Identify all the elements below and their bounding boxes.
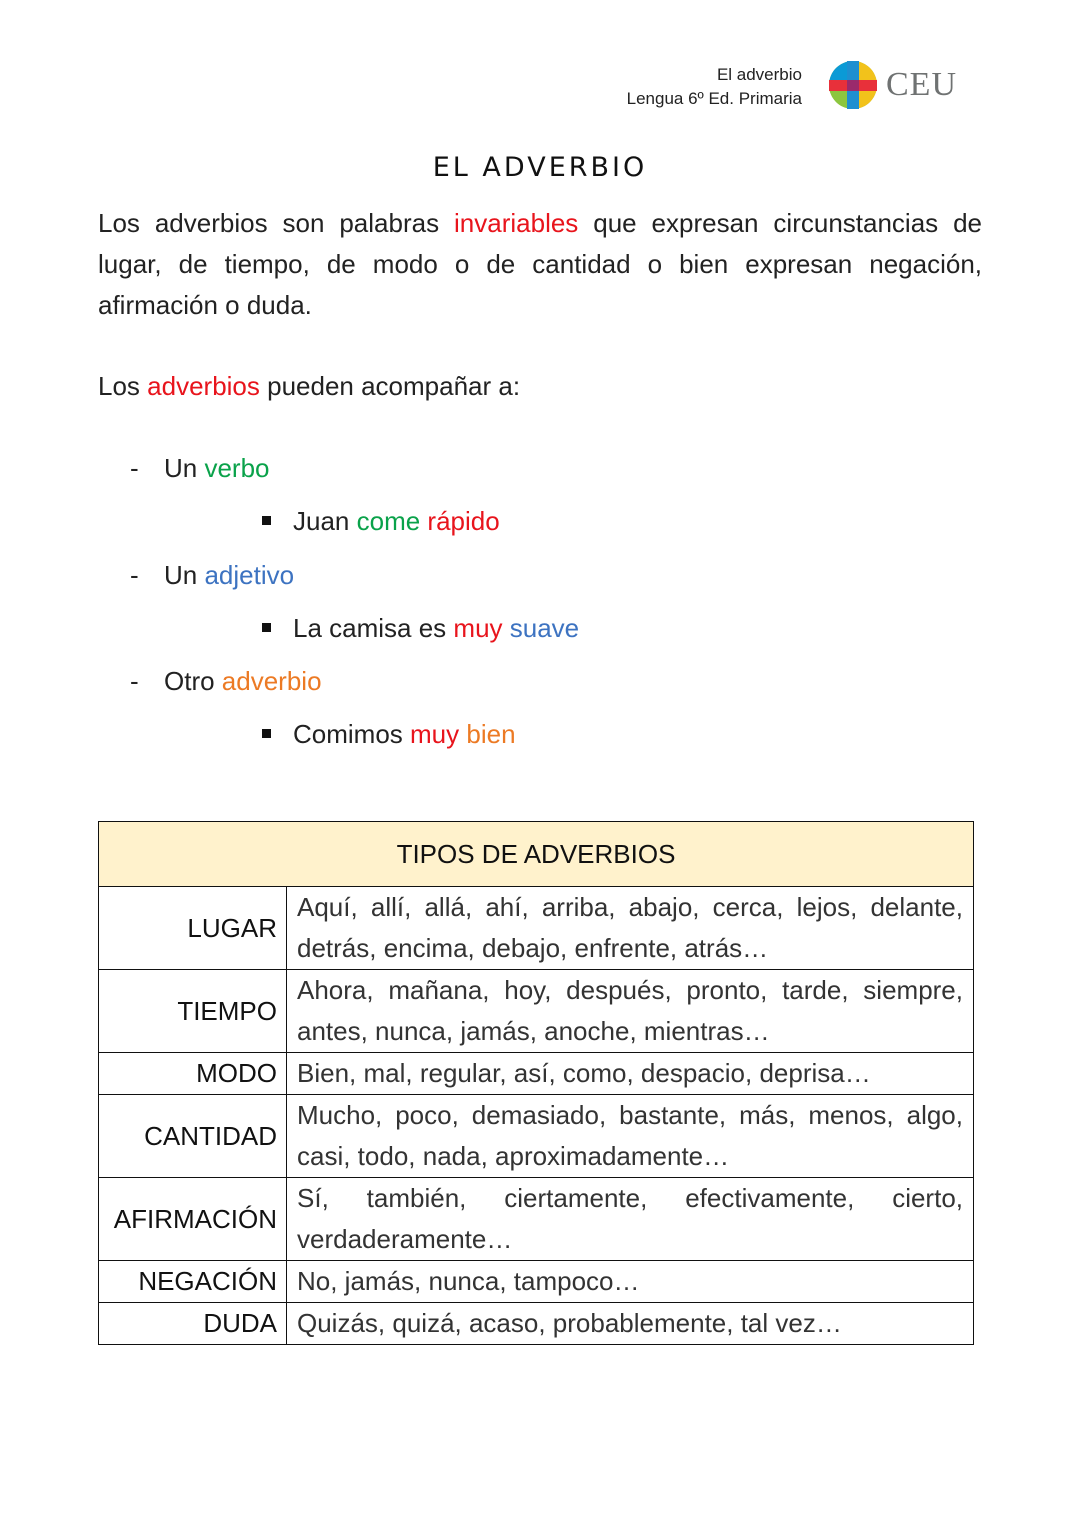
list-item-adjetivo: - Un adjetivo (130, 555, 294, 595)
row-value: Bien, mal, regular, así, como, despacio, deprisa… (287, 1053, 974, 1095)
example-verbo: Juan come rápido (262, 501, 500, 541)
example-adverbio: Comimos muy bien (262, 714, 516, 754)
row-label: LUGAR (99, 887, 287, 970)
square-bullet-icon (262, 729, 271, 738)
table-row (99, 1053, 974, 1095)
row-value: Mucho, poco, demasiado, bastante, más, menos, algo, casi, todo, nada, aproximadamente… (287, 1095, 974, 1178)
row-value: Sí, también, ciertamente, efectivamente, cierto, verdaderamente… (287, 1178, 974, 1261)
table-row (99, 887, 974, 970)
row-label: CANTIDAD (99, 1095, 287, 1178)
term-verbo: verbo (204, 453, 270, 483)
table-header: TIPOS DE ADVERBIOS (99, 822, 974, 887)
row-label: AFIRMACIÓN (99, 1178, 287, 1261)
intro-paragraph: Los adverbios son palabras invariables que expresan circunstancias de lugar, de tiempo, de modo o de cantidad o bien expresan negación, afirmación o duda. (98, 208, 983, 320)
table-row (99, 1303, 974, 1345)
row-value: No, jamás, nunca, tampoco… (287, 1261, 974, 1303)
term-adjetivo: adjetivo (204, 560, 295, 590)
dash-bullet: - (130, 560, 139, 590)
term-adverbio: adverbio (221, 666, 322, 696)
logo-wordmark: CEU (886, 66, 957, 103)
row-label: DUDA (99, 1303, 287, 1345)
row-label: MODO (99, 1053, 287, 1095)
example-adjetivo: La camisa es muy suave (262, 608, 579, 648)
dash-bullet: - (130, 666, 139, 696)
adverb-types-table (98, 821, 974, 1345)
header-subject: El adverbio (716, 65, 802, 84)
row-value: Quizás, quizá, acaso, probablemente, tal vez… (287, 1303, 974, 1345)
table-row (99, 1095, 974, 1178)
square-bullet-icon (262, 516, 271, 525)
row-label: TIEMPO (99, 970, 287, 1053)
highlight-adverbios: adverbios (147, 371, 260, 401)
list-item-verbo: - Un verbo (130, 448, 270, 488)
ceu-logo (828, 60, 958, 112)
page-title: EL ADVERBIO (432, 152, 648, 184)
document-header (627, 63, 802, 111)
accompany-sentence: Los adverbios pueden acompañar a: (98, 371, 521, 401)
row-value: Ahora, mañana, hoy, después, pronto, tarde, siempre, antes, nunca, jamás, anoche, mientras… (287, 970, 974, 1053)
highlight-invariables: invariables (454, 208, 579, 238)
table-row (99, 1178, 974, 1261)
dash-bullet: - (130, 453, 139, 483)
table-row (99, 1261, 974, 1303)
list-item-adverbio: - Otro adverbio (130, 661, 322, 701)
row-value: Aquí, allí, allá, ahí, arriba, abajo, cerca, lejos, delante, detrás, encima, debajo, enfrente, atrás… (287, 887, 974, 970)
header-course: Lengua 6º Ed. Primaria (626, 89, 802, 108)
row-label: NEGACIÓN (99, 1261, 287, 1303)
table-header-row (99, 822, 974, 887)
table-row (99, 970, 974, 1053)
ceu-cross-logo-icon (828, 60, 878, 110)
square-bullet-icon (262, 623, 271, 632)
